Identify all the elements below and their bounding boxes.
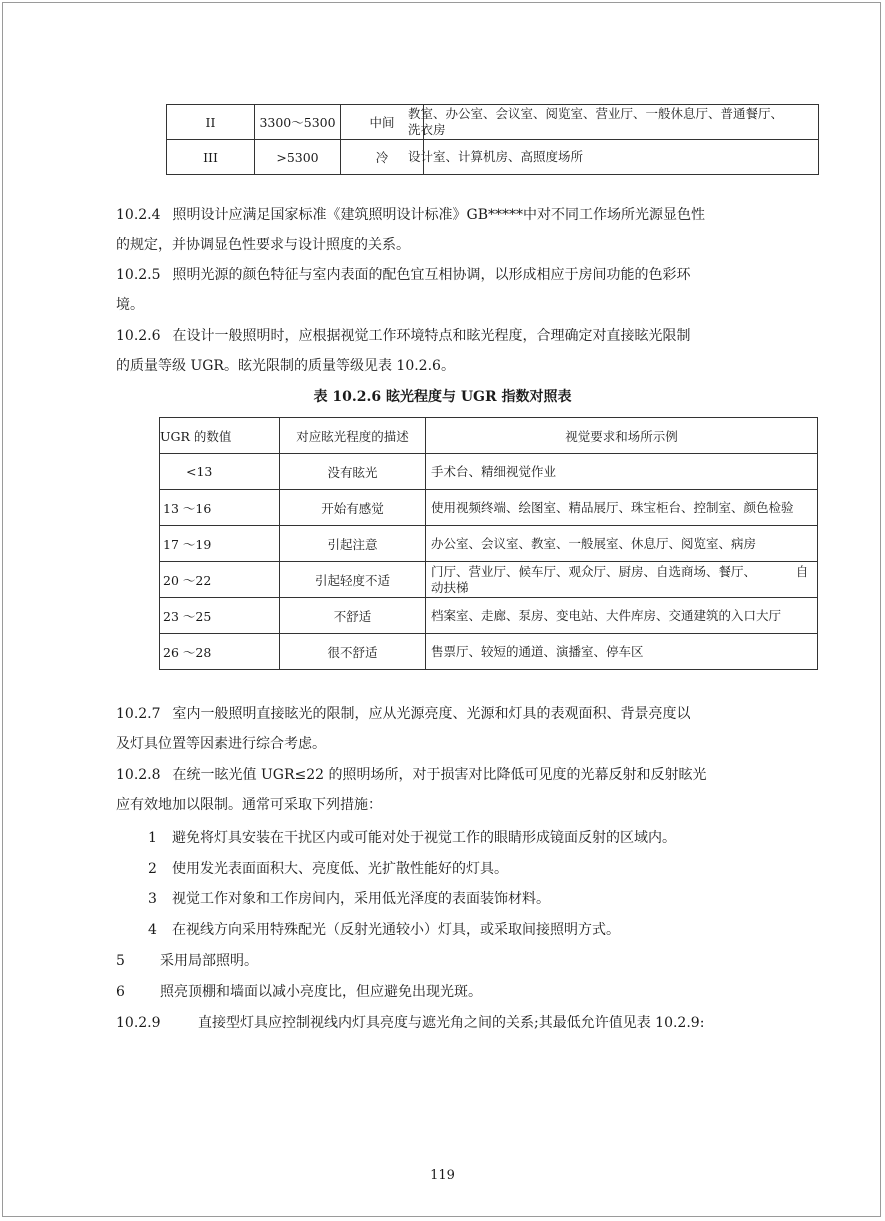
section-number: 10.2.9 xyxy=(116,1015,161,1031)
ugr-cell: 13 ～16 xyxy=(160,490,280,526)
table-row xyxy=(167,105,819,140)
places-cell: 售票厅、较短的通道、演播室、停车区 xyxy=(426,634,818,670)
paragraph-10-2-7 xyxy=(116,699,816,759)
list-number: 5 xyxy=(116,953,125,969)
ugr-cell: 20 ～22 xyxy=(160,562,280,598)
paragraph-text: 的质量等级 UGR。眩光限制的质量等级见表 10.2.6。 xyxy=(116,358,455,374)
list-item xyxy=(148,919,620,939)
paragraph-10-2-4 xyxy=(116,200,816,260)
paragraph-text: 在设计一般照明时，应根据视觉工作环境特点和眩光程度，合理确定对直接眩光限制 xyxy=(172,328,691,344)
list-item xyxy=(116,950,258,970)
list-number: 6 xyxy=(116,984,125,1000)
column-header: UGR 的数值 xyxy=(160,418,280,454)
range-cell: 3300～5300 xyxy=(255,105,341,140)
ugr-cell: <13 xyxy=(160,454,280,490)
ugr-cell: 17 ～19 xyxy=(160,526,280,562)
desc-cell: 引起轻度不适 xyxy=(280,562,426,598)
table-row xyxy=(160,526,818,562)
color-temperature-table xyxy=(166,104,819,175)
paragraph-10-2-8 xyxy=(116,760,816,820)
desc-cell: 不舒适 xyxy=(280,598,426,634)
grade-cell: III xyxy=(167,140,255,175)
places-line: 洗衣房 xyxy=(408,122,446,137)
places-cell: 办公室、会议室、教室、一般展室、休息厅、阅览室、病房 xyxy=(426,526,818,562)
desc-cell: 没有眩光 xyxy=(280,454,426,490)
paragraph-10-2-9 xyxy=(116,1012,704,1032)
table-caption: 表 10.2.6 眩光程度与 UGR 指数对照表 xyxy=(313,389,572,405)
paragraph-text: 照明光源的颜色特征与室内表面的配色宜互相协调，以形成相应于房间功能的色彩环 xyxy=(172,267,691,283)
paragraph-text: 及灯具位置等因素进行综合考虑。 xyxy=(116,736,326,752)
list-number: 2 xyxy=(148,861,157,877)
section-number: 10.2.8 xyxy=(116,767,161,783)
list-item xyxy=(148,888,550,908)
paragraph-10-2-6 xyxy=(116,321,816,381)
feel-cell: 中间 xyxy=(341,105,424,140)
ugr-cell: 23 ～25 xyxy=(160,598,280,634)
table-row xyxy=(160,634,818,670)
places-cell xyxy=(408,140,819,175)
section-number: 10.2.5 xyxy=(116,267,161,283)
places-cell xyxy=(426,562,818,598)
list-number: 1 xyxy=(148,830,157,846)
ugr-cell: 26 ～28 xyxy=(160,634,280,670)
list-number: 4 xyxy=(148,922,157,938)
desc-cell: 引起注意 xyxy=(280,526,426,562)
table-row xyxy=(160,490,818,526)
column-header: 对应眩光程度的描述 xyxy=(280,418,426,454)
desc-cell: 开始有感觉 xyxy=(280,490,426,526)
paragraph-text: 在统一眩光值 UGR≤22 的照明场所，对于损害对比降低可见度的光幕反射和反射眩光 xyxy=(172,767,707,783)
section-number: 10.2.7 xyxy=(116,706,161,722)
paragraph-10-2-5 xyxy=(116,260,816,320)
list-number: 3 xyxy=(148,891,157,907)
ugr-table xyxy=(159,417,818,670)
table-row xyxy=(160,562,818,598)
places-cell: 使用视频终端、绘图室、精品展厅、珠宝柜台、控制室、颜色检验 xyxy=(426,490,818,526)
desc-cell: 很不舒适 xyxy=(280,634,426,670)
places-cell: 手术台、精细视觉作业 xyxy=(426,454,818,490)
paragraph-text: 室内一般照明直接眩光的限制，应从光源亮度、光源和灯具的表观面积、背景亮度以 xyxy=(172,706,691,722)
paragraph-text: 直接型灯具应控制视线内灯具亮度与遮光角之间的关系;其最低允许值见表 10.2.9: xyxy=(198,1015,705,1031)
paragraph-text: 照明设计应满足国家标准《建筑照明设计标准》GB*****中对不同工作场所光源显色性 xyxy=(172,207,706,223)
table-row xyxy=(160,454,818,490)
grade-cell: II xyxy=(167,105,255,140)
table-row xyxy=(160,598,818,634)
feel-cell: 冷 xyxy=(341,140,424,175)
column-header: 视觉要求和场所示例 xyxy=(426,418,818,454)
list-text: 采用局部照明。 xyxy=(160,953,258,969)
table-row xyxy=(167,140,819,175)
list-text: 使用发光表面面积大、亮度低、光扩散性能好的灯具。 xyxy=(172,861,508,877)
list-text: 避免将灯具安装在干扰区内或可能对处于视觉工作的眼睛形成镜面反射的区域内。 xyxy=(172,830,676,846)
paragraph-text: 的规定，并协调显色性要求与设计照度的关系。 xyxy=(116,237,410,253)
section-number: 10.2.6 xyxy=(116,328,161,344)
list-text: 在视线方向采用特殊配光（反射光通较小）灯具，或采取间接照明方式。 xyxy=(172,922,620,938)
list-item xyxy=(148,858,508,878)
places-cell: 档案室、走廊、泵房、变电站、大件库房、交通建筑的入口大厅 xyxy=(426,598,818,634)
section-number: 10.2.4 xyxy=(116,207,161,223)
places-line: 教室、办公室、会议室、阅览室、营业厅、一般休息厅、普通餐厅、 xyxy=(408,106,784,121)
range-cell: >5300 xyxy=(255,140,341,175)
list-text: 照亮顶棚和墙面以减小亮度比，但应避免出现光斑。 xyxy=(160,984,482,1000)
places-line: 门厅、营业厅、候车厅、观众厅、厨房、自选商场、餐厅、 自 xyxy=(431,563,809,579)
page-number: 119 xyxy=(430,1168,455,1183)
paragraph-text: 境。 xyxy=(116,297,144,313)
places-cell xyxy=(408,105,819,140)
paragraph-text: 应有效地加以限制。通常可采取下列措施： xyxy=(116,797,382,813)
list-item xyxy=(148,827,676,847)
list-item xyxy=(116,981,482,1001)
places-line: 动扶梯 xyxy=(431,579,469,595)
list-text: 视觉工作对象和工作房间内，采用低光泽度的表面装饰材料。 xyxy=(172,891,550,907)
table-header-row xyxy=(160,418,818,454)
places-line: 设计室、计算机房、高照度场所 xyxy=(408,149,584,164)
